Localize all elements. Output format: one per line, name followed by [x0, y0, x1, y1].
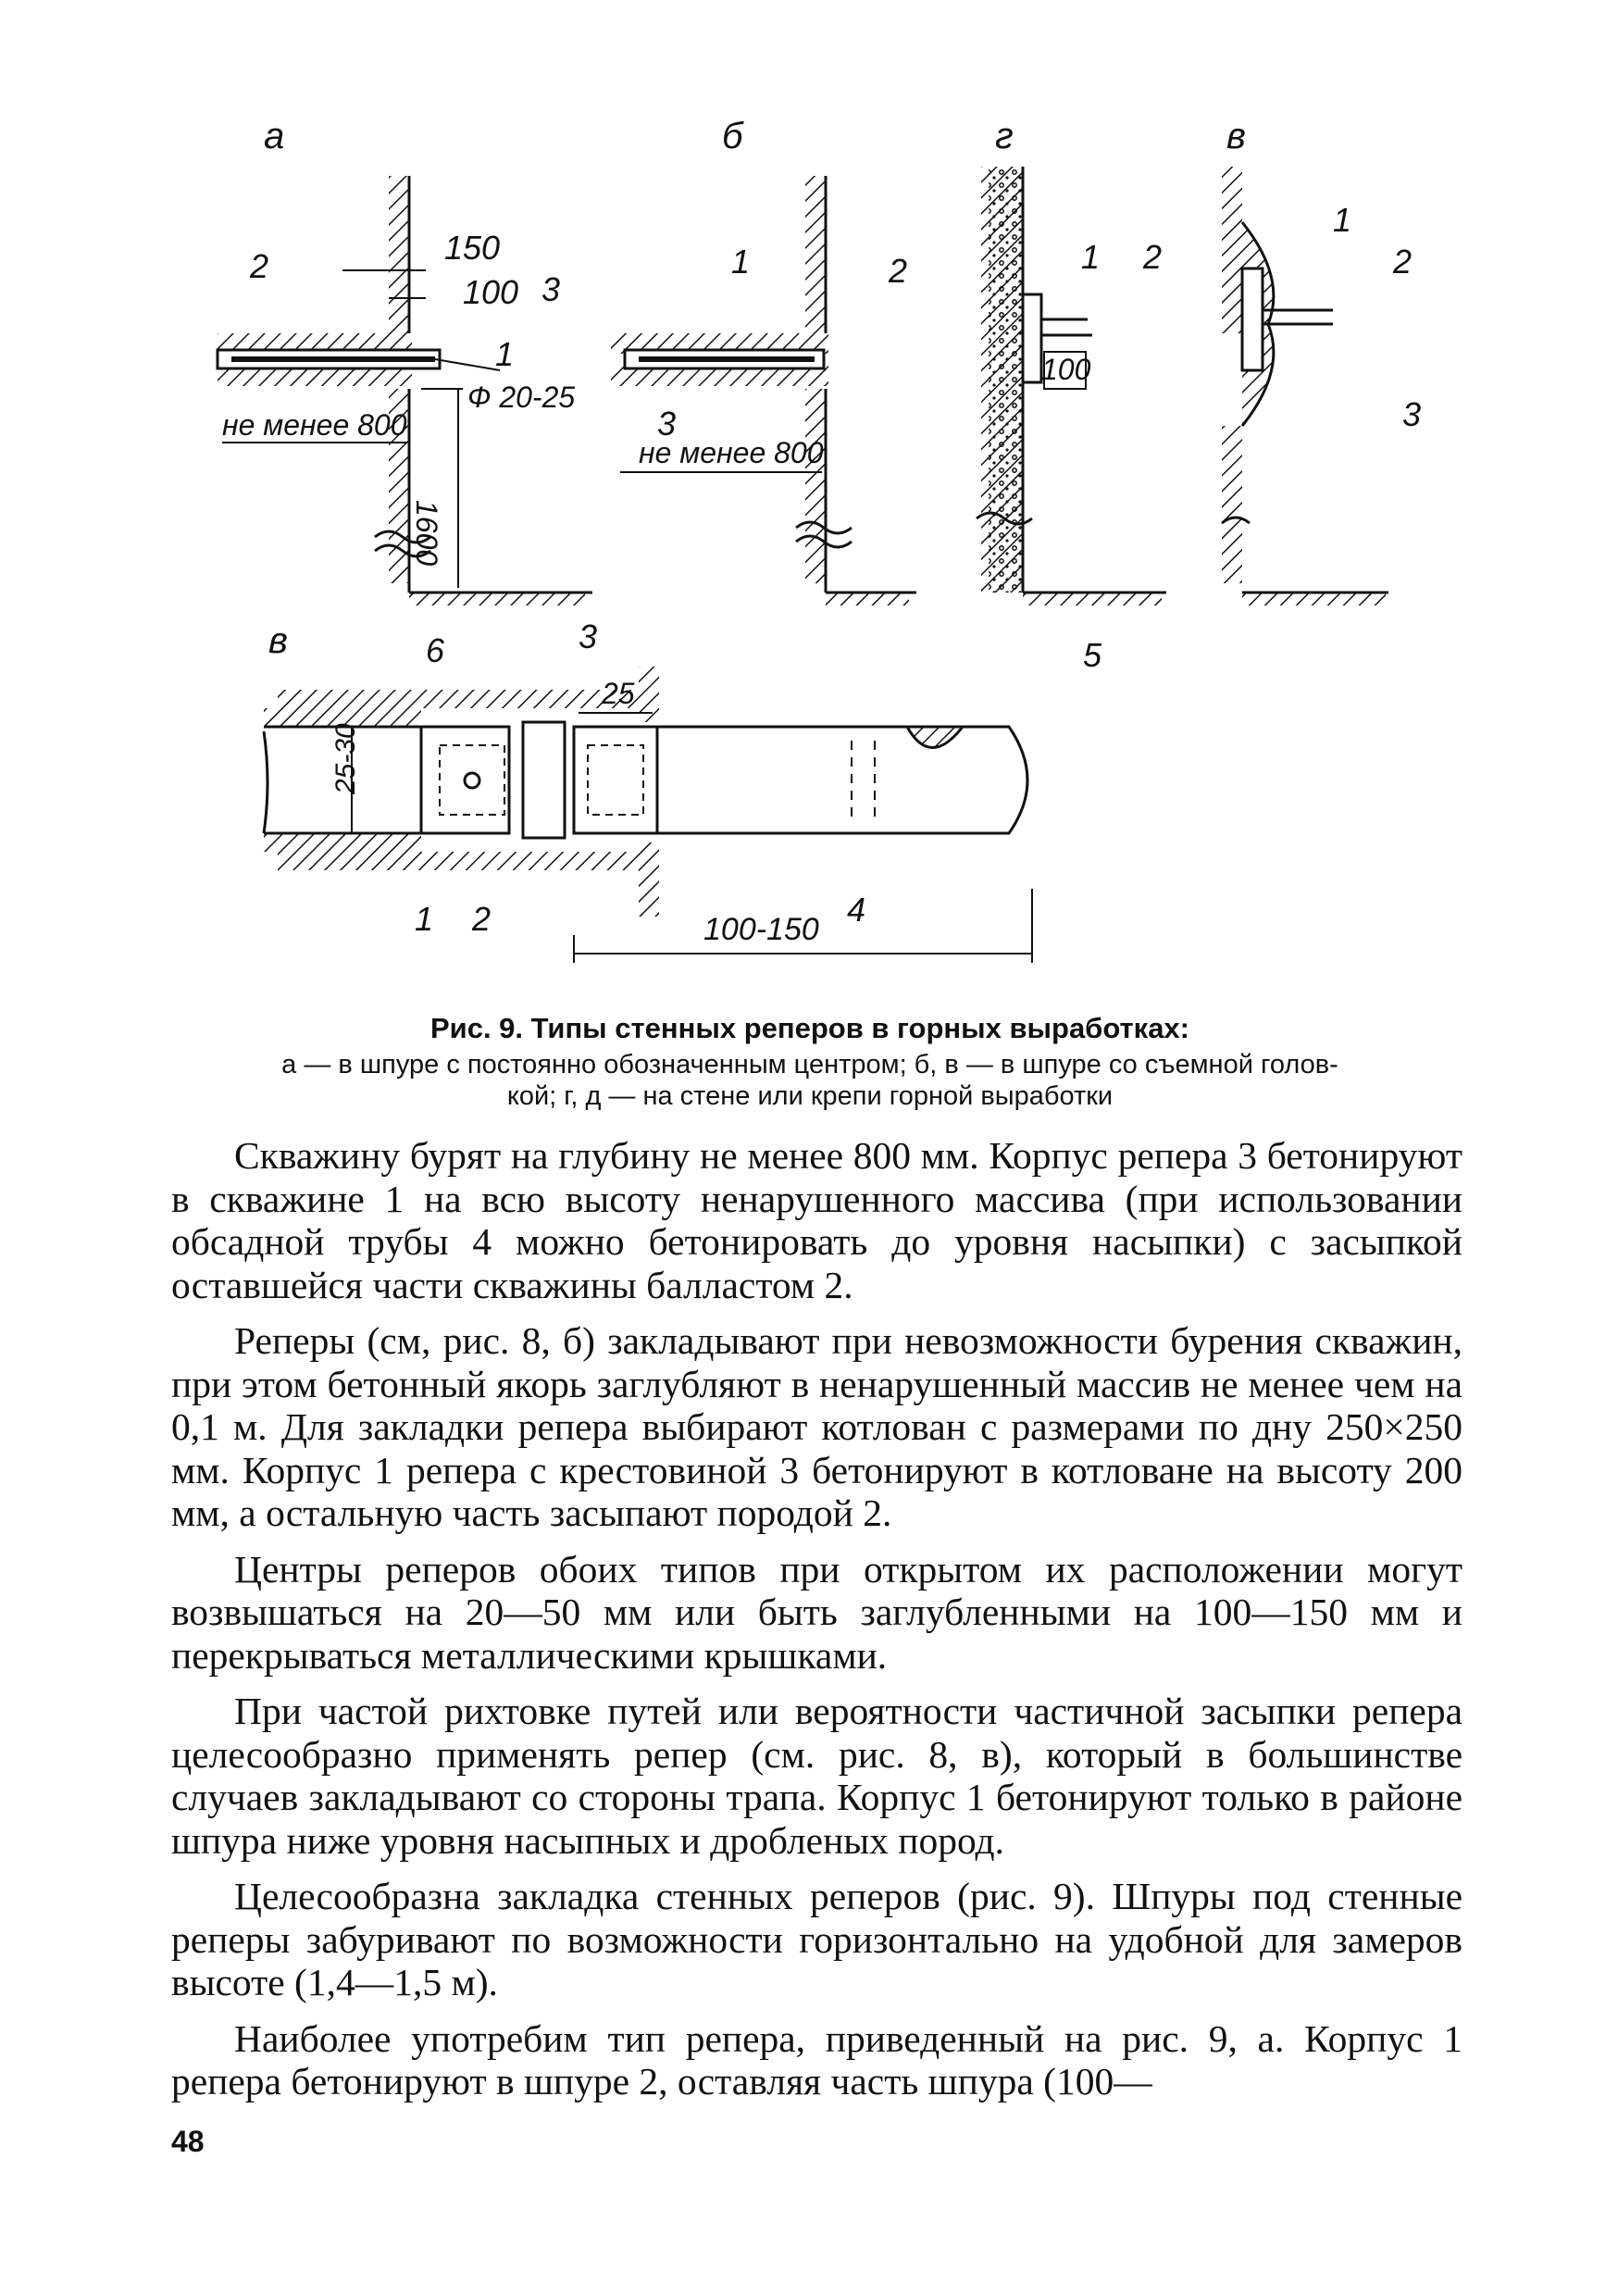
label-b-2: 2 — [889, 252, 908, 290]
paragraph: Наиболее употребим тип репера, приведенный на рис. 9, а. Корпус 1 репера бетонируют в шпуре 2, оставляя часть шпура (100— — [171, 2016, 1462, 2103]
panel-v-bottom — [264, 618, 1102, 963]
label-b-1: 1 — [731, 243, 751, 281]
paragraph: При частой рихтовке путей или вероятности частичной засыпки репера целесообразно применять репер (см. рис. 8, в), который в большинстве случаев закладывают со стороны трапа. Корпус 1 бетонируют только в районе шпура ниже уровня насыпных и дробленых пород. — [171, 1690, 1462, 1862]
body-text — [171, 1134, 1462, 2116]
panel-a — [218, 116, 592, 605]
figure-caption-body — [167, 1049, 1453, 1112]
panel-b — [611, 116, 916, 605]
panel-label-v-top: в — [1226, 116, 1246, 156]
paragraph: Скважину бурят на глубину не менее 800 мм. Корпус репера 3 бетонируют в скважине 1 на всю высоту ненарушенного массива (при использовании обсадной трубы 4 можно бетонировать до уровня насыпки) с засыпкой оставшейся части скважины балластом 2. — [171, 1134, 1462, 1306]
label-v-bottom-2: 2 — [472, 900, 492, 938]
panel-g — [977, 116, 1166, 605]
dim-a-100: 100 — [463, 273, 519, 311]
dim-v-bottom-100-150: 100-150 — [703, 912, 819, 947]
panel-label-a: а — [264, 116, 285, 156]
dim-v-bottom-25: 25 — [602, 677, 635, 710]
dim-v-bottom-25-30: 25-30 — [330, 723, 361, 794]
label-a-2: 2 — [250, 247, 269, 285]
figure-caption-title: Рис. 9. Типы стенных реперов в горных выработках: — [429, 1012, 1190, 1044]
dim-a-depth: не менее 800 — [222, 408, 407, 442]
dim-b-depth: не менее 800 — [639, 436, 824, 469]
label-b-3: 3 — [657, 405, 677, 443]
dim-a-150: 150 — [444, 229, 501, 267]
panel-label-b: б — [722, 116, 743, 156]
label-v-bottom-1: 1 — [415, 900, 434, 938]
label-v-top-1: 1 — [1333, 201, 1352, 239]
label-v-bottom-3: 3 — [579, 618, 598, 655]
label-v-top-3: 3 — [1402, 395, 1422, 433]
panel-label-v-bottom: в — [268, 620, 288, 661]
figure-wall-markers — [0, 0, 1618, 1009]
dim-a-height: 1600 — [410, 500, 443, 567]
dim-g-100: 100 — [1041, 353, 1091, 386]
paragraph: Целесообразна закладка стенных реперов (рис. 9). Шпуры под стенные реперы забуривают по возможности горизонтально на удобной для замеров высоте (1,4—1,5 м). — [171, 1875, 1462, 2003]
figure-caption-line-2: кой; г, д — на стене или крепи горной выработки — [506, 1081, 1114, 1111]
paragraph: Реперы (см, рис. 8, б) закладывают при невозможности бурения скважин, при этом бетонный якорь заглубляют в ненарушенный массив не менее чем на 0,1 м. Для закладки репера выбирают котлован с размерами по дну 250×250 мм. Корпус 1 репера с крестовиной 3 бетонируют в котловане на высоту 200 мм, а остальную часть засыпают породой 2. — [171, 1319, 1462, 1534]
label-a-1: 1 — [495, 335, 515, 373]
panel-label-g: г — [995, 116, 1014, 156]
page-number: 48 — [171, 2125, 205, 2158]
paragraph: Центры реперов обоих типов при открытом их расположении могут возвышаться на 20—50 мм или быть заглубленными на 100—150 мм и перекрываться металлическими крышками. — [171, 1547, 1462, 1677]
label-v-bottom-5: 5 — [1083, 636, 1102, 674]
panel-v-top — [1222, 116, 1421, 605]
label-a-3: 3 — [541, 270, 561, 308]
dim-a-diameter: Ф 20-25 — [467, 381, 576, 414]
label-v-top-2: 2 — [1393, 243, 1413, 281]
label-g-2: 2 — [1143, 238, 1163, 276]
figure-caption-line-1: а — в шпуре с постоянно обозначенным центром; б, в — в шпуре со съемной голов- — [281, 1050, 1338, 1079]
label-v-bottom-4: 4 — [847, 891, 866, 929]
label-v-bottom-6: 6 — [426, 631, 445, 669]
label-g-1: 1 — [1081, 238, 1101, 276]
